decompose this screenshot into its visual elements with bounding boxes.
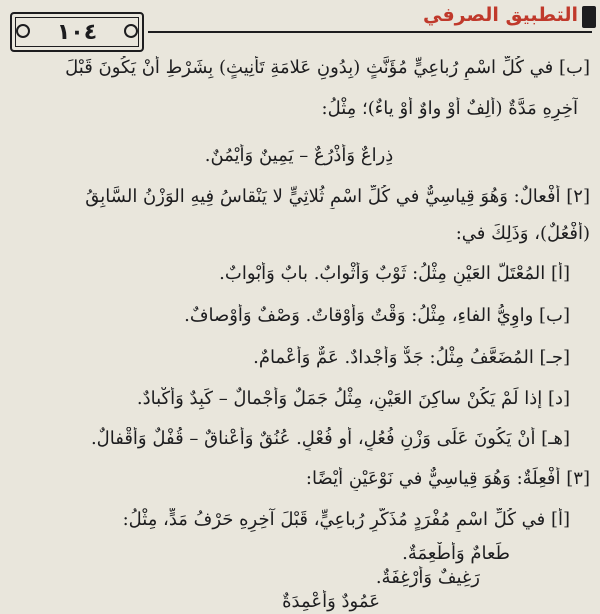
text-line: [ب] في كُلِّ اسْمٍ رُباعِيٍّ مُؤَنَّثٍ (بِدُونِ عَلامَةِ تَأْنِيثٍ) بِشَرْطِ أَنْ يَكُونَ قَبْلَ [65, 57, 590, 78]
list-item: [أ] في كُلِّ اسْمٍ مُفْرَدٍ مُذَكَّرٍ رُباعِيٍّ، قَبْلَ آخِرِهِ حَرْفُ مَدٍّ، مِثْلُ: [122, 509, 570, 530]
section-heading-line: [٢] أَفْعالٌ: وَهُوَ قِياسِيٌّ في كُلِّ اسْمٍ ثُلاثِيٍّ لا يَنْقاسُ فِيهِ الوَزْنُ السَّابِقُ [85, 186, 590, 207]
list-item: [ب] واوِيُّ الفاءِ، مِثْلُ: وَقْتٌ وَأَوْقاتٌ. وَصْفٌ وَأَوْصافٌ. [184, 305, 570, 326]
page-number: ١٠٤ [56, 19, 98, 45]
example-line: طَعامٌ وَأَطْعِمَةٌ. [402, 543, 510, 564]
example-line: عَمُودٌ وَأَعْمِدَةٌ [282, 591, 380, 612]
page-number-box [10, 12, 144, 52]
text-line: (أَفْعُلٌ)، وَذَلِكَ في: [455, 223, 590, 244]
example-line: ذِراعٌ وَأَذْرُعٌ – يَمِينٌ وَأَيْمُنٌ. [204, 145, 394, 166]
example-line: رَغِيفٌ وَأَرْغِفَةٌ. [375, 567, 480, 588]
list-item: [د] إذا لَمْ يَكُنْ ساكِنَ العَيْنِ، مِثْلُ جَمَلٌ وَأَجْمالٌ – كَبِدٌ وَأَكْبادٌ. [136, 388, 570, 409]
section-heading-line: [٣] أَفْعِلَةٌ: وَهُوَ قِياسِيٌّ في نَوْعَيْنِ أَيْضًا: [305, 468, 590, 489]
text-line: آخِرِهِ مَدَّةٌ (أَلِفٌ أَوْ واوٌ أَوْ ياءٌ)؛ مِثْلُ: [321, 98, 578, 119]
header-rule [148, 31, 592, 33]
list-item: [هـ] أَنْ يَكُونَ عَلَى وَزْنِ فُعُلٍ، أو فُعْلٍ. عُنُقٌ وَأَعْناقٌ – قُفْلٌ وَأَقْفالٌ. [90, 428, 570, 449]
bookmark-icon [582, 6, 596, 28]
list-item: [جـ] المُضَعَّفُ مِثْلُ: جَدٌّ وَأَجْدادٌ. عَمٌّ وَأَعْمامٌ. [253, 347, 570, 368]
list-item: [أ] المُعْتَلُّ العَيْنِ مِثْلُ: ثَوْبٌ وَأَثْوابٌ. بابٌ وَأَبْوابٌ. [219, 263, 570, 284]
book-title: التطبيق الصرفي [422, 4, 578, 26]
ornament-icon [124, 24, 138, 38]
ornament-icon [16, 24, 30, 38]
